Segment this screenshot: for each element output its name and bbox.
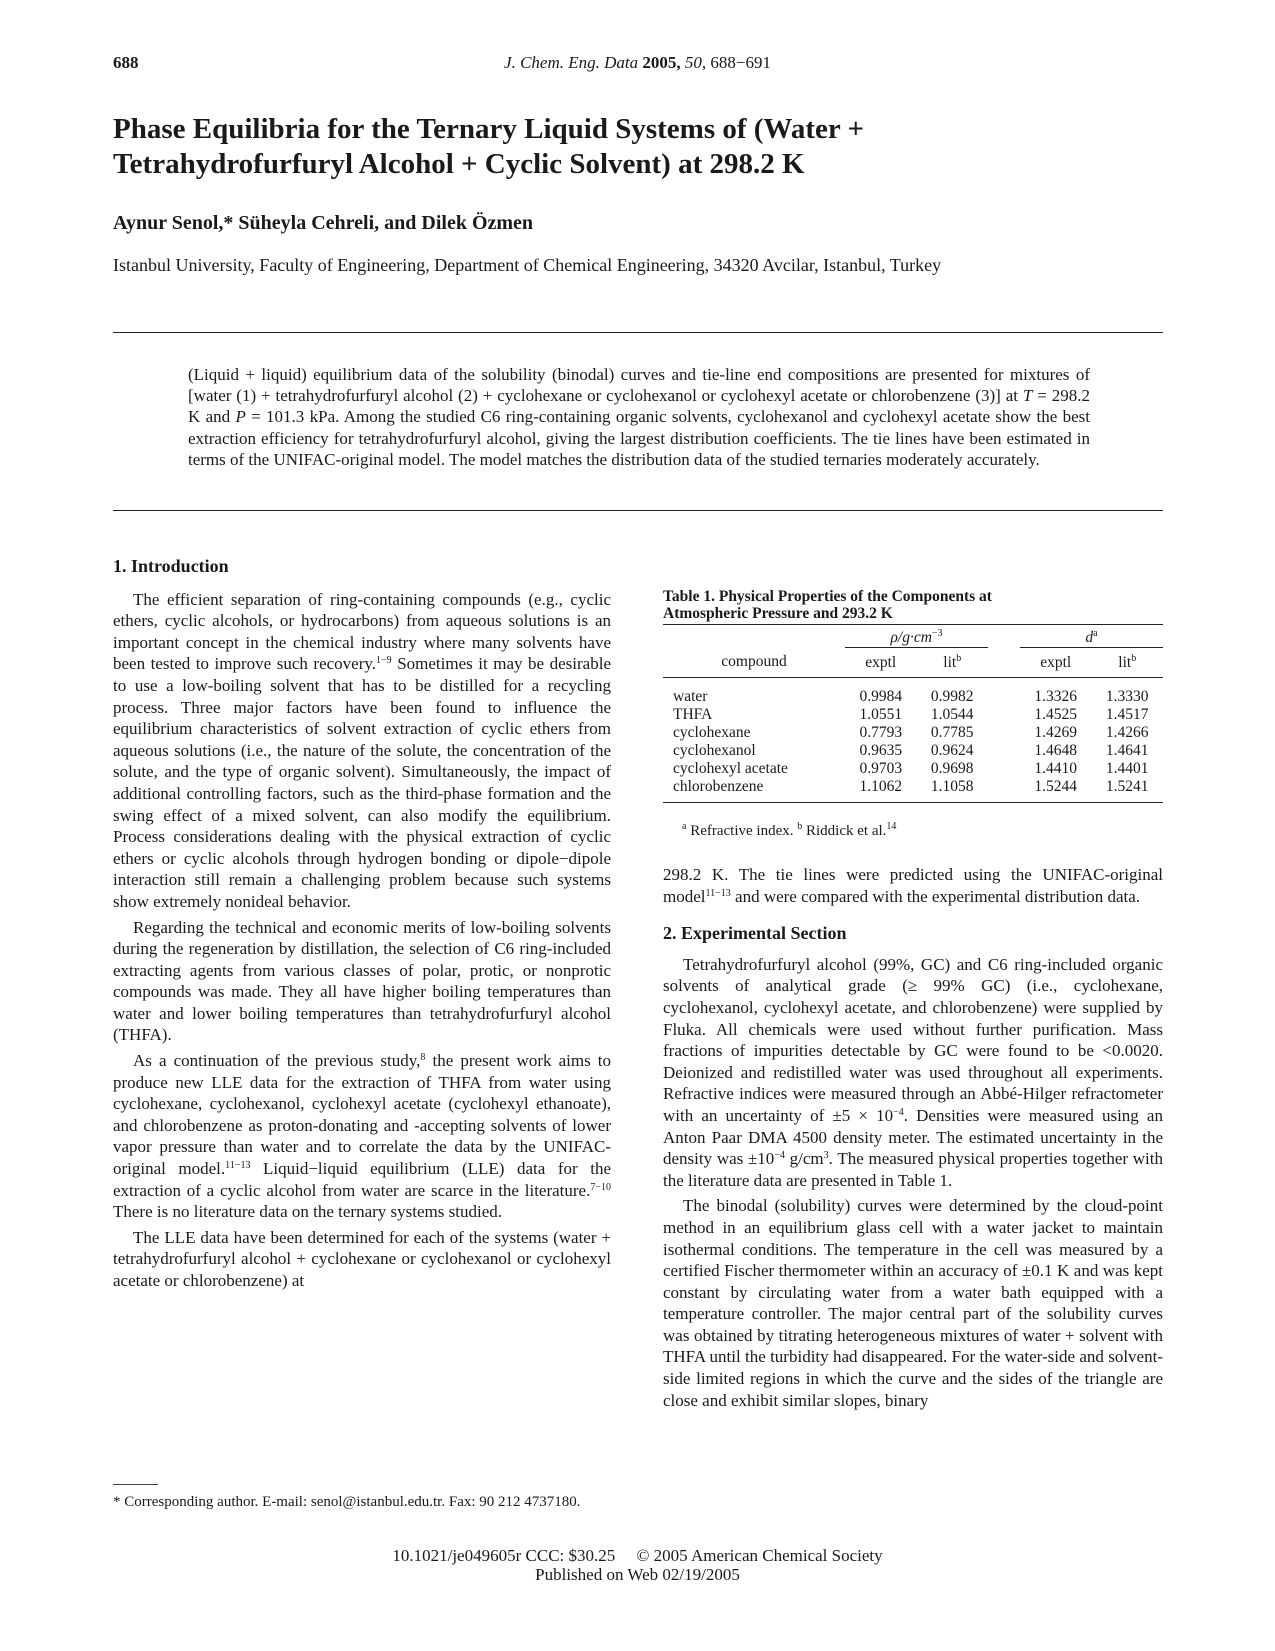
experimental-heading: 2. Experimental Section — [663, 923, 847, 944]
compound-cell: THFA — [673, 705, 713, 723]
physical-properties-table — [663, 624, 1163, 803]
rho-lit-cell: 0.9982 — [930, 687, 974, 705]
rho-exptl-cell: 0.9984 — [859, 687, 903, 705]
right-column — [663, 864, 1163, 1411]
rho-exptl-cell: 1.0551 — [859, 705, 903, 723]
abstract — [188, 364, 1090, 470]
exp-p1-b: . Densities were measured using an Anton Paar DMA 4500 density meter. The estimated uncertainty in the density was ±10 — [663, 1105, 1163, 1169]
refractive-lit-label: lit — [1118, 653, 1132, 671]
exp-p1-sup-3: 3 — [823, 1150, 829, 1162]
journal-pages: 688−691 — [710, 53, 771, 72]
intro-paragraph-4: The LLE data have been determined for each of the systems (water + tetrahydrofurfuryl alcohol + cyclohexane or cyclohexanol or cyclohexyl acetate or chlorobenzene) at — [113, 1227, 611, 1290]
authors: Aynur Senol,* Süheyla Cehreli, and Dilek Özmen — [113, 212, 534, 234]
intro-p3-b: the present work aims to produce new LLE data for the extraction of THFA from water using cyclohexane, cyclohexanol, cyclohexyl acetate (cyclohexyl ethanoate), and chlorobenzene as proton-donating and -accepting solvents of lower vapor pressure than water and to correlate the data by the UNIFAC-original model. — [113, 1051, 611, 1179]
left-column — [113, 556, 611, 1292]
rho-lit-cell: 1.1058 — [930, 777, 974, 795]
compound-cell: cyclohexane — [673, 723, 751, 741]
density-lit-label: lit — [943, 653, 957, 671]
density-exptl-header: exptl — [865, 653, 897, 671]
footnote-rule — [113, 1484, 158, 1485]
table-caption-line-2: Atmospheric Pressure and 293.2 K — [663, 605, 893, 622]
refractive-exptl-header: exptl — [1040, 653, 1072, 671]
corresponding-author-footnote: * Corresponding author. E-mail: senol@istanbul.edu.tr. Fax: 90 212 4737180. — [113, 1494, 581, 1510]
intro-p3-sup-3: 7−10 — [590, 1181, 611, 1193]
intro-continuation — [663, 864, 1163, 907]
density-lit-mark: b — [956, 652, 962, 664]
refractive-lit-header — [1091, 648, 1163, 678]
cont-b: and were compared with the experimental distribution data. — [730, 886, 1141, 906]
exp-p1-c: g/cm — [784, 1149, 824, 1169]
intro-p3-sup-1: 8 — [420, 1052, 426, 1064]
exp-p1-sup-2: −4 — [774, 1150, 785, 1162]
rho-lit-cell: 0.9698 — [930, 759, 974, 777]
compound-cell: cyclohexyl acetate — [673, 759, 788, 777]
journal-year: 2005, — [642, 53, 681, 72]
intro-p3-sup-2: 11−13 — [225, 1160, 251, 1172]
intro-p3-c: Liquid−liquid equilibrium (LLE) data for the extraction of a cyclic alcohol from water are scarce in the literature. — [113, 1159, 611, 1200]
abstract-var-t: T — [1022, 386, 1033, 406]
table-row — [663, 760, 1163, 778]
intro-paragraph-2: Regarding the technical and economic merits of low-boiling solvents during the regeneration by distillation, the selection of C6 ring-included extracting agents from various classes of polar, protic, or nonprotic compounds was made. They all have higher boiling temperatures than water and lower boiling temperatures than tetrahydrofurfuryl alcohol (THFA). — [113, 917, 611, 1045]
exp-p1-sup-1: −4 — [893, 1106, 904, 1118]
abstract-part-1: (Liquid + liquid) equilibrium data of the solubility (binodal) curves and tie-line end compositions are presented for mixtures of [water (1) + tetrahydrofurfuryl alcohol (2) + cyclohexane or cyclohexanol or cyclohexyl acetate or chlorobenzene (3)] at — [188, 365, 1090, 406]
table-1-footnotes — [682, 823, 896, 840]
journal-volume: 50, — [684, 53, 707, 72]
refractive-symbol: d — [1085, 629, 1094, 646]
table-1-caption — [663, 588, 1163, 622]
density-symbol: ρ/g·cm — [890, 629, 932, 646]
d-exptl-cell: 1.4269 — [1034, 723, 1078, 741]
affiliation: Istanbul University, Faculty of Engineering, Department of Chemical Engineering, 34320 Avcilar, Istanbul, Turkey — [113, 255, 942, 275]
compound-cell: cyclohexanol — [673, 741, 756, 759]
page-bottom-info — [0, 1546, 1275, 1584]
rho-lit-cell: 1.0544 — [930, 705, 974, 723]
d-lit-cell: 1.4401 — [1105, 759, 1149, 777]
doi-copyright-line: 10.1021/je049605r CCC: $30.25 © 2005 American Chemical Society — [392, 1546, 883, 1565]
compound-cell: water — [673, 687, 708, 705]
density-unit-exp: −3 — [931, 628, 943, 639]
table-foot-b-text: Riddick et al. — [802, 823, 887, 839]
table-column-header-row — [663, 648, 1163, 678]
d-lit-cell: 1.4517 — [1105, 705, 1149, 723]
d-lit-cell: 1.5241 — [1105, 777, 1149, 795]
d-lit-cell: 1.4641 — [1105, 741, 1149, 759]
experimental-paragraph-1 — [663, 954, 1163, 1192]
cont-a: 298.2 K. The tie lines were predicted using the UNIFAC-original model — [663, 865, 1163, 906]
table-row — [663, 778, 1163, 803]
table-row — [663, 742, 1163, 760]
introduction-heading: 1. Introduction — [113, 556, 229, 576]
compound-header: compound — [721, 653, 787, 671]
page-number: 688 — [113, 53, 139, 72]
abstract-var-p: P — [235, 407, 246, 427]
abstract-part-2: = 298.2 K and — [188, 386, 1090, 427]
table-row — [663, 688, 1163, 706]
intro-p3-a: As a continuation of the previous study, — [133, 1051, 421, 1071]
intro-p1-b: Sometimes it may be desirable to use a low-boiling solvent that has to be distilled for a recycling process. Three major factors have been found to influence the equilibrium characteristics of solvent extraction of cyclic ethers from aqueous solutions (i.e., the nature of the solute, the concentration of the solute, and the type of organic solvent). Simultaneously, the impact of additional controlling factors, such as the third-phase formation and the swing effect of a mixed solvent, can also modify the equilibrium. Process considerations dealing with the physical extraction of cyclic ethers or cyclic alcohols through hydrogen bonding or dipole−dipole interaction still remain a challenging problem because such systems show extremely nonideal behavior. — [113, 654, 611, 911]
title-line-1: Phase Equilibria for the Ternary Liquid Systems of (Water + — [113, 113, 864, 145]
abstract-part-3: = 101.3 kPa. Among the studied C6 ring-containing organic solvents, cyclohexanol and cyclohexyl acetate show the best extraction efficiency for tetrahydrofurfuryl alcohol, giving the largest distribution coefficients. The tie lines have been estimated in terms of the UNIFAC-original model. The model matches the distribution data of the studied ternaries moderately accurately. — [188, 407, 1090, 469]
exp-p1-d: . The measured physical properties together with the literature data are presented in Table 1. — [663, 1149, 1164, 1190]
journal-name: J. Chem. Eng. Data — [504, 53, 639, 72]
refractive-footnote-mark: a — [1093, 628, 1098, 639]
table-caption-line-1: Table 1. Physical Properties of the Components at — [663, 588, 992, 605]
table-row — [663, 706, 1163, 724]
d-exptl-cell: 1.5244 — [1034, 777, 1078, 795]
intro-p1-sup: 1−9 — [376, 655, 392, 667]
table-group-header-row — [663, 625, 1163, 648]
intro-p1-a: The efficient separation of ring-containing compounds (e.g., cyclic ethers, cyclic alcohols, or hydrocarbons) from aqueous solutions is an important concept in the chemical industry where many solvents have been tested to improve such recovery. — [113, 589, 611, 674]
paper-title — [113, 112, 1163, 182]
table-foot-a-text: Refractive index. — [686, 823, 798, 839]
intro-paragraph-1 — [113, 589, 611, 913]
rho-exptl-cell: 0.9635 — [859, 741, 903, 759]
rho-lit-cell: 0.7785 — [930, 723, 974, 741]
title-line-2: Tetrahydrofurfuryl Alcohol + Cyclic Solvent) at 298.2 K — [113, 148, 805, 180]
rho-lit-cell: 0.9624 — [930, 741, 974, 759]
density-lit-header — [917, 648, 988, 678]
table-foot-mark-b: b — [797, 821, 803, 832]
cont-sup: 11−13 — [705, 887, 731, 899]
table-row — [663, 724, 1163, 742]
exp-p1-a: Tetrahydrofurfuryl alcohol (99%, GC) and C6 ring-included organic solvents of analytical grade (≥ 99% GC) (i.e., cyclohexane, cyclohexanol, cyclohexyl acetate, and chlorobenzene) were supplied by Fluka. All chemicals were used without further purification. Mass fractions of impurities detectable by GC were found to be <0.0020. Deionized and redistilled water was used throughout all experiments. Refractive indices were measured through an Abbé-Hilger refractometer with an uncertainty of ±5 × 10 — [663, 954, 1163, 1125]
d-exptl-cell: 1.3326 — [1034, 687, 1078, 705]
refractive-lit-mark: b — [1131, 652, 1137, 664]
d-lit-cell: 1.3330 — [1105, 687, 1149, 705]
density-group-header — [845, 625, 988, 648]
table-foot-ref: 14 — [886, 821, 897, 832]
d-lit-cell: 1.4266 — [1105, 723, 1149, 741]
rho-exptl-cell: 1.1062 — [859, 777, 903, 795]
experimental-paragraph-2: The binodal (solubility) curves were determined by the cloud-point method in an equilibrium glass cell with a water jacket to maintain isothermal conditions. The temperature in the cell was measured by a certified Fischer thermometer within an accuracy of ±0.1 K and was kept constant by circulating water from a water bath equipped with a temperature controller. The major central part of the solubility curves was obtained by titrating heterogeneous mixtures of water + solvent with THFA until the turbidity had disappeared. For the water-side and solvent-side limited regions in which the curve and the sides of the triangle are close and exhibit similar slopes, binary — [663, 1196, 1163, 1410]
journal-citation — [0, 53, 1275, 73]
intro-paragraph-3 — [113, 1050, 611, 1223]
refractive-group-header — [1020, 625, 1163, 648]
publication-date-line: Published on Web 02/19/2005 — [535, 1565, 740, 1584]
table-foot-mark-a: a — [682, 821, 687, 832]
d-exptl-cell: 1.4410 — [1034, 759, 1078, 777]
rho-exptl-cell: 0.7793 — [859, 723, 903, 741]
rho-exptl-cell: 0.9703 — [859, 759, 903, 777]
compound-cell: chlorobenzene — [673, 777, 764, 795]
d-exptl-cell: 1.4648 — [1034, 741, 1078, 759]
intro-p3-d: There is no literature data on the ternary systems studied. — [113, 1202, 502, 1222]
abstract-bottom-rule — [113, 510, 1163, 511]
d-exptl-cell: 1.4525 — [1034, 705, 1078, 723]
abstract-top-rule — [113, 332, 1163, 333]
